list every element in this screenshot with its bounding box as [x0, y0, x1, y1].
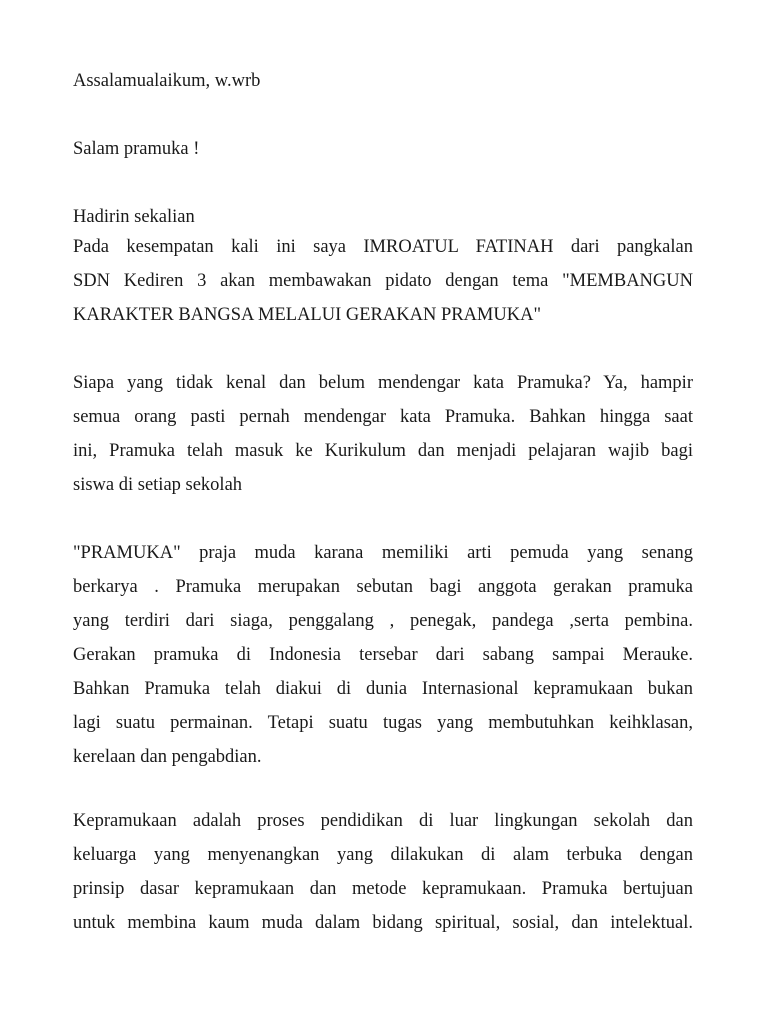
paragraph-line: prinsip dasar kepramukaan dan metode kepramukaan. Pramuka bertujuan [73, 879, 693, 899]
paragraph-line: lagi suatu permainan. Tetapi suatu tugas yang membutuhkan keihklasan, [73, 713, 693, 733]
paragraph-line: ini, Pramuka telah masuk ke Kurikulum dan menjadi pelajaran wajib bagi [73, 441, 693, 461]
greeting-line: Assalamualaikum, w.wrb [73, 71, 261, 91]
paragraph-line: Kepramukaan adalah proses pendidikan di luar lingkungan sekolah dan [73, 811, 693, 831]
salutation-line: Salam pramuka ! [73, 139, 200, 159]
address-line: Hadirin sekalian [73, 207, 195, 227]
paragraph-line: kerelaan dan pengabdian. [73, 747, 262, 767]
paragraph-line: KARAKTER BANGSA MELALUI GERAKAN PRAMUKA" [73, 305, 542, 325]
paragraph-line: berkarya . Pramuka merupakan sebutan bagi anggota gerakan pramuka [73, 577, 693, 597]
paragraph-line: "PRAMUKA" praja muda karana memiliki arti pemuda yang senang [73, 543, 693, 563]
paragraph-line: Pada kesempatan kali ini saya IMROATUL FATINAH dari pangkalan [73, 237, 693, 257]
paragraph-line: keluarga yang menyenangkan yang dilakukan di alam terbuka dengan [73, 845, 693, 865]
paragraph-line: yang terdiri dari siaga, penggalang , penegak, pandega ,serta pembina. [73, 611, 693, 631]
paragraph-line: Bahkan Pramuka telah diakui di dunia Internasional kepramukaan bukan [73, 679, 693, 699]
paragraph-line: Siapa yang tidak kenal dan belum mendengar kata Pramuka? Ya, hampir [73, 373, 693, 393]
paragraph-line: SDN Kediren 3 akan membawakan pidato dengan tema "MEMBANGUN [73, 271, 693, 291]
paragraph-line: Gerakan pramuka di Indonesia tersebar dari sabang sampai Merauke. [73, 645, 693, 665]
paragraph-line: siswa di setiap sekolah [73, 475, 243, 495]
paragraph-line: semua orang pasti pernah mendengar kata Pramuka. Bahkan hingga saat [73, 407, 693, 427]
paragraph-line: untuk membina kaum muda dalam bidang spiritual, sosial, dan intelektual. [73, 913, 693, 933]
